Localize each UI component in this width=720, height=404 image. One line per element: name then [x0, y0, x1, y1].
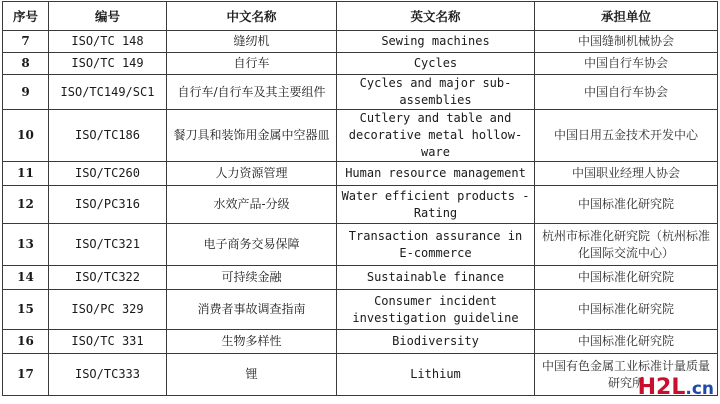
cell-en-name: Sewing machines	[337, 31, 535, 53]
table-row	[3, 75, 718, 110]
cell-org: 中国标准化研究院	[535, 290, 718, 330]
cell-no: 17	[3, 354, 49, 396]
table-row	[3, 162, 718, 186]
cell-cn-name: 餐刀具和装饰用金属中空器皿	[167, 110, 337, 162]
cell-no: 11	[3, 162, 49, 186]
cell-cn-name: 缝纫机	[167, 31, 337, 53]
cell-no: 8	[3, 53, 49, 75]
cell-cn-name: 锂	[167, 354, 337, 396]
watermark-brand: H2L	[637, 375, 686, 400]
cell-no: 10	[3, 110, 49, 162]
cell-no: 15	[3, 290, 49, 330]
table-body	[3, 31, 718, 396]
cell-en-name: Consumer incident investigation guideline	[337, 290, 535, 330]
cell-code: ISO/PC 329	[49, 290, 167, 330]
cell-no: 14	[3, 266, 49, 290]
cell-en-name: Cycles	[337, 53, 535, 75]
header-org: 承担单位	[535, 2, 718, 31]
table-row	[3, 290, 718, 330]
cell-cn-name: 自行车	[167, 53, 337, 75]
table-row	[3, 186, 718, 224]
cell-cn-name: 自行车/自行车及其主要组件	[167, 75, 337, 110]
table-row	[3, 266, 718, 290]
cell-org: 中国标准化研究院	[535, 330, 718, 354]
cell-no: 16	[3, 330, 49, 354]
cell-cn-name: 人力资源管理	[167, 162, 337, 186]
cell-org: 中国自行车协会	[535, 75, 718, 110]
cell-code: ISO/TC333	[49, 354, 167, 396]
header-cn-name: 中文名称	[167, 2, 337, 31]
cell-code: ISO/TC322	[49, 266, 167, 290]
cell-code: ISO/PC316	[49, 186, 167, 224]
header-row	[3, 2, 718, 31]
cell-en-name: Sustainable finance	[337, 266, 535, 290]
cell-en-name: Cutlery and table and decorative metal hollow-ware	[337, 110, 535, 162]
cell-en-name: Lithium	[337, 354, 535, 396]
cell-code: ISO/TC260	[49, 162, 167, 186]
table-row	[3, 110, 718, 162]
cell-no: 7	[3, 31, 49, 53]
cell-cn-name: 消费者事故调查指南	[167, 290, 337, 330]
header-no: 序号	[3, 2, 49, 31]
cell-org: 中国有色金属工业标准计量质量研究所	[535, 354, 718, 396]
cell-en-name: Water efficient products - Rating	[337, 186, 535, 224]
table-row	[3, 31, 718, 53]
cell-code: ISO/TC 149	[49, 53, 167, 75]
cell-en-name: Cycles and major sub-assemblies	[337, 75, 535, 110]
watermark-logo	[638, 377, 714, 400]
watermark-domain: .cn	[685, 379, 714, 399]
cell-cn-name: 水效产品-分级	[167, 186, 337, 224]
cell-cn-name: 生物多样性	[167, 330, 337, 354]
cell-org: 中国日用五金技术开发中心	[535, 110, 718, 162]
cell-org: 中国缝制机械协会	[535, 31, 718, 53]
cell-cn-name: 可持续金融	[167, 266, 337, 290]
cell-code: ISO/TC 331	[49, 330, 167, 354]
cell-no: 13	[3, 224, 49, 266]
cell-org: 中国标准化研究院	[535, 266, 718, 290]
cell-org: 中国自行车协会	[535, 53, 718, 75]
standards-table	[2, 1, 718, 396]
cell-cn-name: 电子商务交易保障	[167, 224, 337, 266]
cell-no: 12	[3, 186, 49, 224]
header-code: 编号	[49, 2, 167, 31]
header-en-name: 英文名称	[337, 2, 535, 31]
table-row	[3, 354, 718, 396]
cell-code: ISO/TC186	[49, 110, 167, 162]
cell-en-name: Human resource management	[337, 162, 535, 186]
table-row	[3, 224, 718, 266]
table-row	[3, 330, 718, 354]
cell-code: ISO/TC149/SC1	[49, 75, 167, 110]
cell-en-name: Transaction assurance in E-commerce	[337, 224, 535, 266]
cell-org: 杭州市标准化研究院（杭州标准化国际交流中心）	[535, 224, 718, 266]
cell-en-name: Biodiversity	[337, 330, 535, 354]
cell-no: 9	[3, 75, 49, 110]
cell-code: ISO/TC321	[49, 224, 167, 266]
cell-org: 中国职业经理人协会	[535, 162, 718, 186]
table-row	[3, 53, 718, 75]
cell-org: 中国标准化研究院	[535, 186, 718, 224]
cell-code: ISO/TC 148	[49, 31, 167, 53]
